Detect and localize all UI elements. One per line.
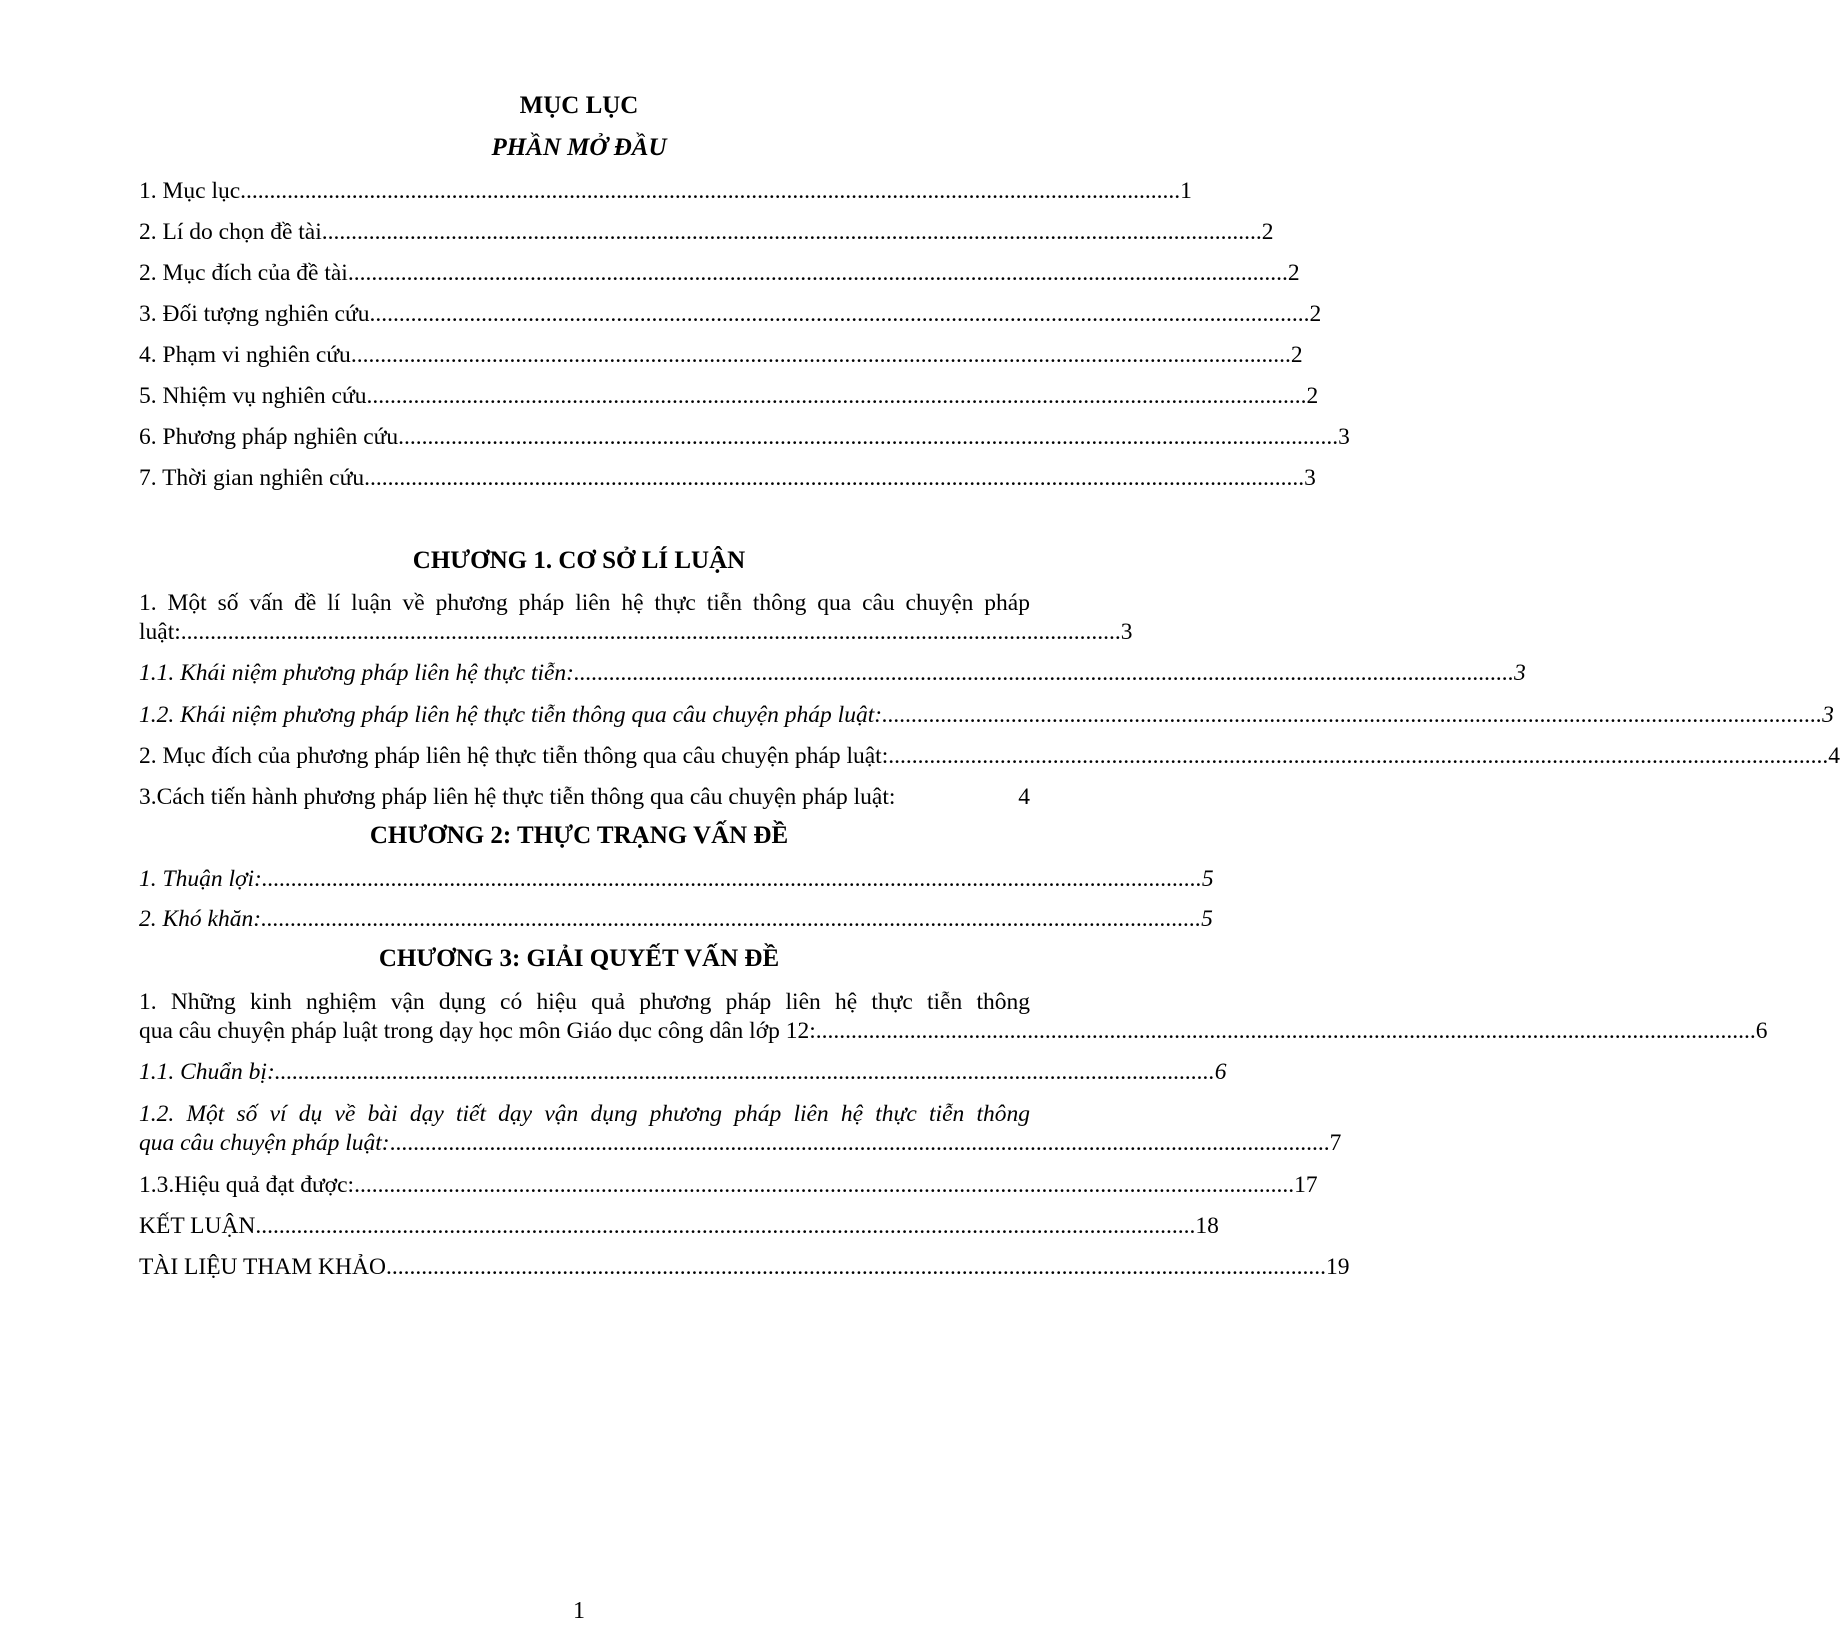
leader-dots: ................................................................................................................................................................ bbox=[240, 178, 1181, 204]
toc-entry[interactable] bbox=[139, 1211, 1219, 1241]
toc-entry-label: 2. Mục đích của phương pháp liên hệ thực tiễn thông qua câu chuyện pháp luật: bbox=[139, 743, 889, 769]
leader-dots: ................................................................................................................................................................ bbox=[888, 743, 1829, 769]
toc-entry-continued[interactable] bbox=[139, 617, 1133, 647]
leader-dots: ................................................................................................................................................................ bbox=[255, 1213, 1196, 1239]
toc-entry-continued[interactable] bbox=[139, 1016, 1768, 1046]
toc-entry[interactable] bbox=[139, 422, 1350, 452]
toc-entry-page: 4 bbox=[1828, 743, 1840, 769]
toc-entry-page: 2 bbox=[1287, 260, 1300, 286]
toc-entry-label: 1. Một số vấn đề lí luận về phương pháp liên hệ thực tiễn thông qua câu chuyện pháp bbox=[139, 590, 1030, 616]
toc-entry[interactable] bbox=[139, 299, 1322, 329]
toc-entry-label: 3.Cách tiến hành phương pháp liên hệ thực tiễn thông qua câu chuyện pháp luật: bbox=[139, 784, 896, 810]
toc-entry-page: 3 bbox=[1338, 424, 1350, 450]
toc-entry-label: luật: bbox=[139, 619, 181, 645]
toc-entry-page: 3 bbox=[1822, 702, 1834, 728]
toc-entry[interactable] bbox=[139, 987, 1030, 1017]
leader-dots: ................................................................................................................................................................ bbox=[274, 1059, 1215, 1085]
page-number: 1 bbox=[573, 1598, 585, 1624]
toc-entry-label: 5. Nhiệm vụ nghiên cứu bbox=[139, 383, 367, 409]
leader-dots: ................................................................................................................................................................ bbox=[574, 660, 1515, 686]
toc-entry-label: KẾT LUẬN bbox=[139, 1213, 256, 1239]
toc-entry[interactable] bbox=[139, 1252, 1350, 1282]
toc-entry-page: 2 bbox=[1306, 383, 1319, 409]
toc-entry-label: 1.3.Hiệu quả đạt được: bbox=[139, 1172, 355, 1198]
toc-entry-label: 1. Mục lục bbox=[139, 178, 241, 204]
toc-entry-page: 2 bbox=[1309, 301, 1322, 327]
toc-entry[interactable] bbox=[139, 1099, 1030, 1129]
toc-entry-label: 2. Khó khăn: bbox=[139, 906, 262, 932]
toc-entry-label: 1.1. Khái niệm phương pháp liên hệ thực tiễn: bbox=[139, 660, 575, 686]
toc-entry-label: TÀI LIỆU THAM KHẢO bbox=[139, 1254, 386, 1280]
leader-dots: ................................................................................................................................................................ bbox=[815, 1018, 1756, 1044]
toc-entry-label: 4. Phạm vi nghiên cứu bbox=[139, 342, 351, 368]
leader-dots: ................................................................................................................................................................ bbox=[261, 866, 1202, 892]
toc-entry-page: 6 bbox=[1214, 1059, 1227, 1085]
leader-dots: ................................................................................................................................................................ bbox=[882, 702, 1823, 728]
leader-dots: ................................................................................................................................................................ bbox=[321, 219, 1262, 245]
toc-entry-page: 17 bbox=[1294, 1172, 1318, 1198]
leader-dots: ................................................................................................................................................................ bbox=[350, 342, 1291, 368]
chapter-1-heading: CHƯƠNG 1. CƠ SỞ LÍ LUẬN bbox=[412, 547, 746, 574]
toc-entry[interactable] bbox=[139, 176, 1192, 206]
toc-entry[interactable] bbox=[139, 658, 1526, 688]
toc-entry[interactable] bbox=[139, 1170, 1318, 1200]
toc-entry-label: 2. Mục đích của đề tài bbox=[139, 260, 348, 286]
toc-entry-page: 2 bbox=[1290, 342, 1303, 368]
toc-entry-page: 7 bbox=[1329, 1130, 1342, 1156]
leader-dots: ................................................................................................................................................................ bbox=[364, 465, 1305, 491]
toc-entry-page: 5 bbox=[1201, 866, 1214, 892]
toc-entry[interactable] bbox=[139, 782, 1030, 812]
toc-entry-page: 1 bbox=[1180, 178, 1192, 204]
toc-entry[interactable] bbox=[139, 340, 1303, 370]
leader-dots: ................................................................................................................................................................ bbox=[180, 619, 1121, 645]
toc-entry-label: 1. Những kinh nghiệm vận dụng có hiệu quả phương pháp liên hệ thực tiễn thông bbox=[139, 989, 1030, 1015]
toc-entry[interactable] bbox=[139, 588, 1030, 618]
toc-entry-label: qua câu chuyện pháp luật: bbox=[139, 1130, 390, 1156]
toc-entry-page: 3 bbox=[1120, 619, 1133, 645]
toc-entry-page: 2 bbox=[1261, 219, 1274, 245]
toc-entry-page: 4 bbox=[1018, 784, 1030, 810]
chapter-2-heading: CHƯƠNG 2: THỰC TRẠNG VẤN ĐỀ bbox=[369, 822, 789, 849]
toc-entry[interactable] bbox=[139, 217, 1274, 247]
leader-dots: ................................................................................................................................................................ bbox=[366, 383, 1307, 409]
toc-entry-label: 1.2. Khái niệm phương pháp liên hệ thực tiễn thông qua câu chuyện pháp luật: bbox=[139, 702, 883, 728]
toc-entry-page: 3 bbox=[1304, 465, 1316, 491]
intro-section-heading: PHẦN MỞ ĐẦU bbox=[491, 134, 667, 161]
toc-entry-page: 3 bbox=[1514, 660, 1526, 686]
leader-dots: ................................................................................................................................................................ bbox=[389, 1130, 1330, 1156]
toc-entry-page: 6 bbox=[1755, 1018, 1768, 1044]
leader-dots: ................................................................................................................................................................ bbox=[354, 1172, 1295, 1198]
leader-dots: ................................................................................................................................................................ bbox=[261, 906, 1202, 932]
toc-entry-label: 1. Thuận lợi: bbox=[139, 866, 262, 892]
toc-entry-label: 1.2. Một số ví dụ về bài dạy tiết dạy vận dụng phương pháp liên hệ thực tiễn thông bbox=[139, 1101, 1030, 1127]
toc-entry-page: 18 bbox=[1195, 1213, 1219, 1239]
leader-dots: ................................................................................................................................................................ bbox=[369, 301, 1310, 327]
leader-dots: ................................................................................................................................................................ bbox=[398, 424, 1339, 450]
toc-entry[interactable] bbox=[139, 258, 1300, 288]
toc-entry[interactable] bbox=[139, 381, 1319, 411]
toc-heading: MỤC LỤC bbox=[519, 92, 639, 119]
toc-entry-label: 6. Phương pháp nghiên cứu bbox=[139, 424, 399, 450]
toc-entry-page: 19 bbox=[1325, 1254, 1350, 1280]
leader-dots: ................................................................................................................................................................ bbox=[385, 1254, 1326, 1280]
toc-entry[interactable] bbox=[139, 904, 1213, 934]
toc-entry-page: 5 bbox=[1201, 906, 1213, 932]
toc-entry[interactable] bbox=[139, 741, 1840, 771]
chapter-3-heading: CHƯƠNG 3: GIẢI QUYẾT VẤN ĐỀ bbox=[378, 945, 780, 972]
toc-entry[interactable] bbox=[139, 1057, 1227, 1087]
toc-entry-label: 7. Thời gian nghiên cứu bbox=[139, 465, 365, 491]
leader-dots: ................................................................................................................................................................ bbox=[347, 260, 1288, 286]
toc-entry-label: 2. Lí do chọn đề tài bbox=[139, 219, 322, 245]
toc-entry-continued[interactable] bbox=[139, 1128, 1342, 1158]
toc-entry[interactable] bbox=[139, 864, 1214, 894]
toc-entry-label: 1.1. Chuẩn bị: bbox=[139, 1059, 275, 1085]
toc-entry-label: qua câu chuyện pháp luật trong dạy học môn Giáo dục công dân lớp 12: bbox=[139, 1018, 816, 1044]
toc-entry[interactable] bbox=[139, 463, 1316, 493]
toc-entry[interactable] bbox=[139, 700, 1834, 730]
toc-entry-label: 3. Đối tượng nghiên cứu bbox=[139, 301, 370, 327]
